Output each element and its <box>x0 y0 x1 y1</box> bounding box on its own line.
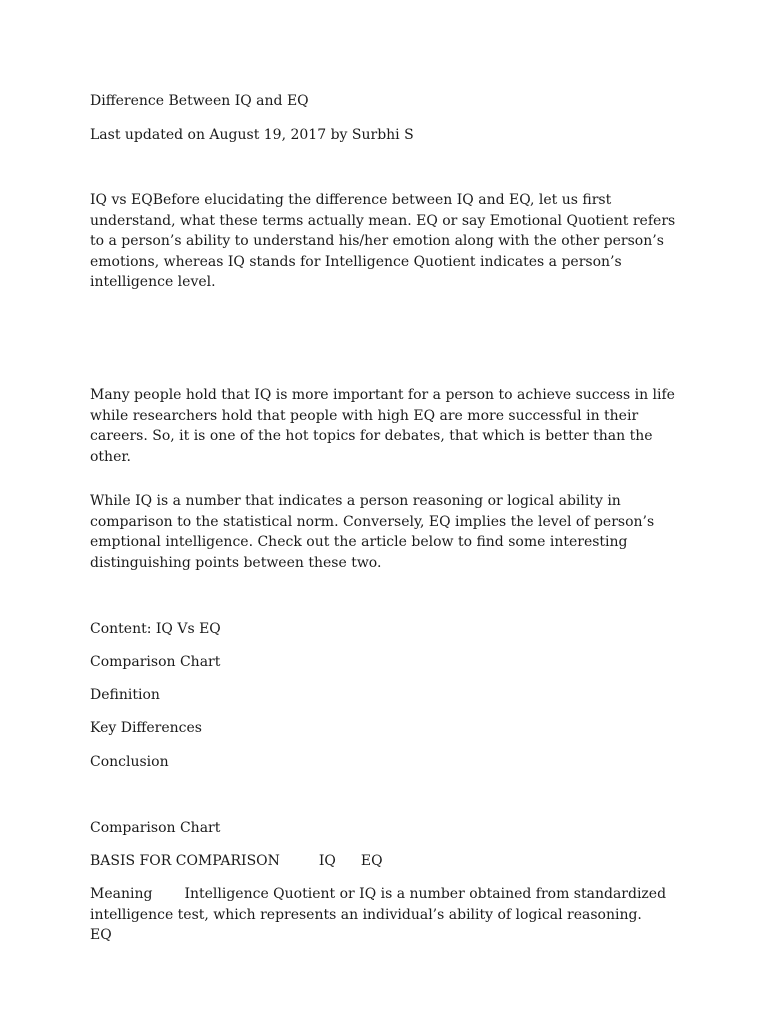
document-title: Difference Between IQ and EQ <box>90 93 309 109</box>
document-page <box>90 0 690 1024</box>
last-updated-line: Last updated on August 19, 2017 by Surbhi S <box>90 127 414 143</box>
success-paragraph: Many people hold that IQ is more important for a person to achieve success in life while researchers hold that people with high EQ are more successful in their careers. So, it is one of the hot topics for debates, that which is better than the other. <box>90 387 675 465</box>
contents-item-conclusion[interactable]: Conclusion <box>90 754 169 770</box>
header-iq: IQ <box>318 853 336 869</box>
row-label-meaning: Meaning <box>90 886 153 902</box>
contents-item-definition[interactable]: Definition <box>90 687 160 703</box>
contents-item-comparison-chart[interactable]: Comparison Chart <box>90 654 221 670</box>
row-meaning-iq: Intelligence Quotient or IQ is a number obtained from standardized intelligence test, which represents an individual’s ability of logical reasoning. <box>90 886 667 923</box>
comparison-chart-heading: Comparison Chart <box>90 820 221 836</box>
header-basis: BASIS FOR COMPARISON <box>90 853 280 869</box>
contents-item-key-differences[interactable]: Key Differences <box>90 720 202 736</box>
header-eq: EQ <box>360 853 383 869</box>
comparison-table-header <box>90 851 690 871</box>
comparison-row-meaning <box>90 884 690 946</box>
contents-heading: Content: IQ Vs EQ <box>90 621 221 637</box>
intro-paragraph: IQ vs EQBefore elucidating the difference between IQ and EQ, let us first understand, what these terms actually mean. EQ or say Emotional Quotient refers to a person’s ability to understand his/her emotion along with the other person’s emotions, whereas IQ stands for Intelligence Quotient indicates a person’s intelligence level. <box>90 192 676 290</box>
row-meaning-eq: EQ <box>90 927 112 943</box>
definition-paragraph: While IQ is a number that indicates a person reasoning or logical ability in comparison to the statistical norm. Conversely, EQ implies the level of person’s emptional intelligence. Check out the article below to find some interesting distinguishing points between these two. <box>90 493 655 571</box>
